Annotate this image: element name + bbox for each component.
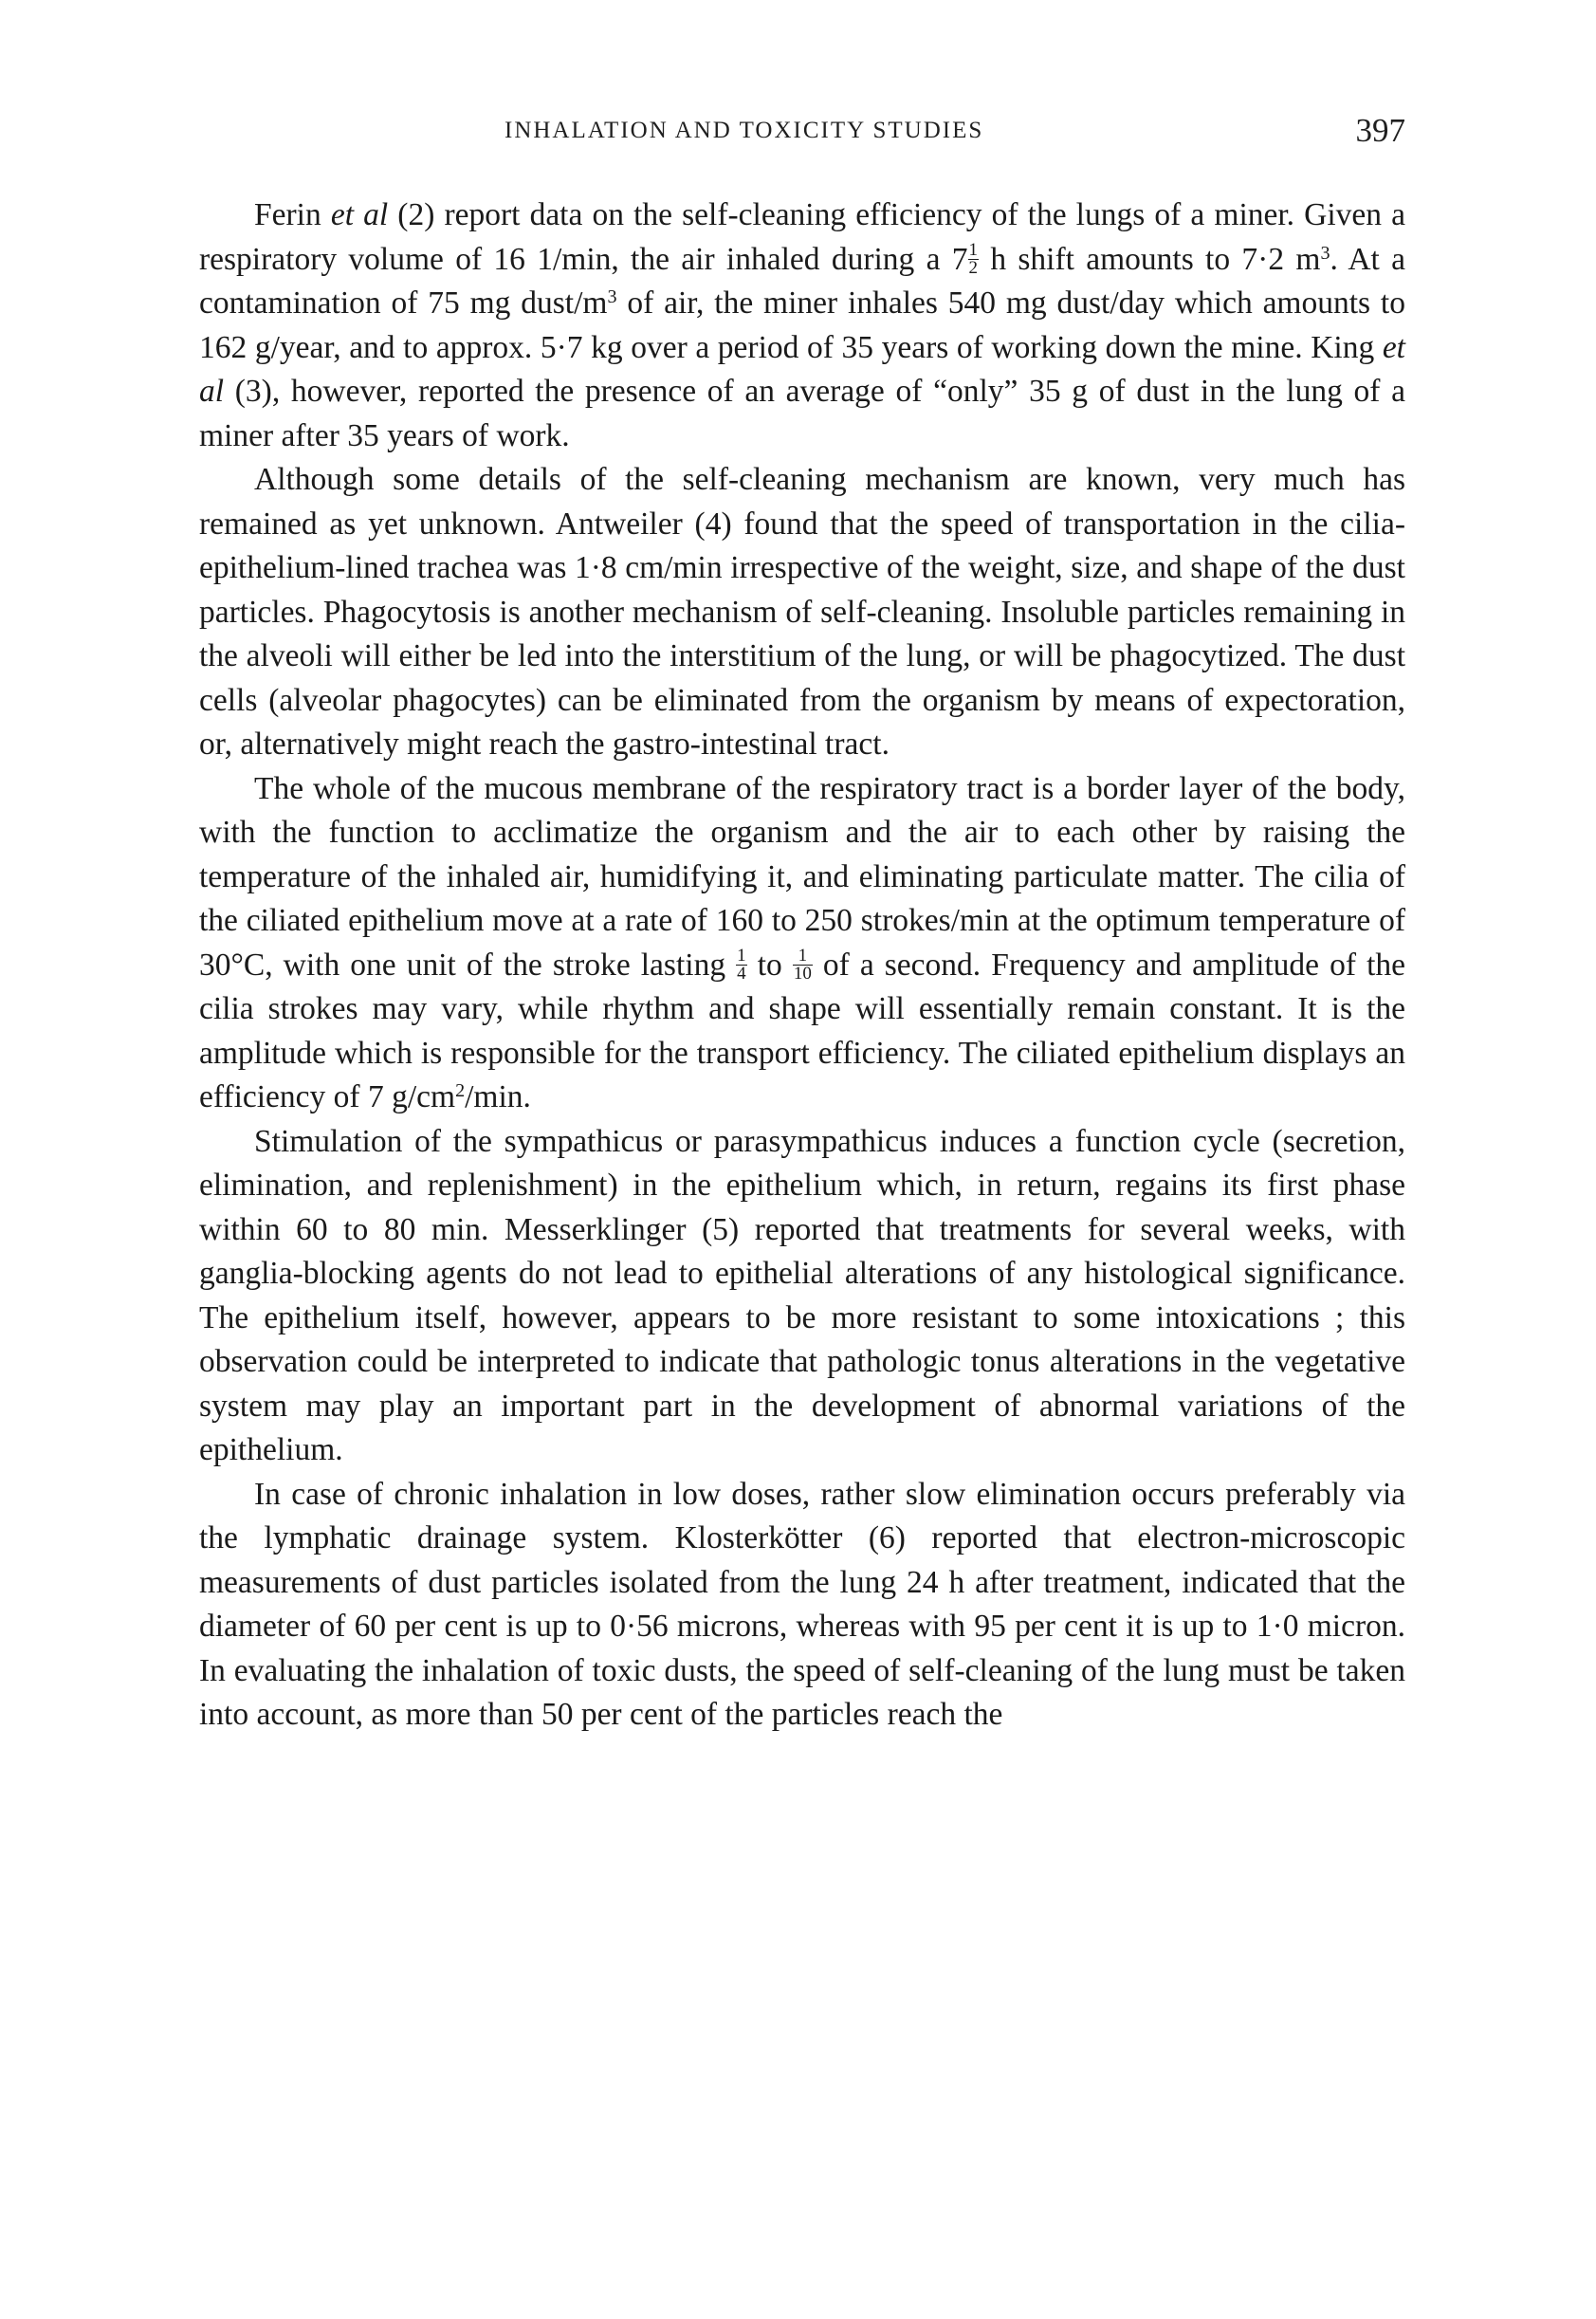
text-run: Ferin — [254, 197, 331, 232]
italic-text: et al — [330, 197, 389, 232]
fraction-numerator: 1 — [793, 948, 813, 966]
fraction — [968, 239, 980, 278]
fraction-denominator: 4 — [737, 963, 746, 984]
fraction — [793, 945, 813, 984]
superscript: 3 — [1320, 242, 1330, 264]
superscript: 3 — [607, 285, 617, 307]
fraction — [736, 945, 747, 984]
running-head — [258, 112, 1405, 150]
text-run: h shift amounts to 7·2 m — [979, 241, 1321, 277]
text-run: . At a contamination of 75 mg dust/m — [199, 241, 1405, 321]
text-run: /min. — [465, 1079, 531, 1114]
fraction-numerator: 1 — [737, 945, 746, 966]
text-run: to — [746, 947, 793, 983]
paragraph-5: In case of chronic inhalation in low doses, rather slow elimination occurs preferably via the lymphatic drainage system. Klosterkötter (6) reported that electron-microscopic measurements of dust particles isolated from the lung 24 h after treatment, indicated that the diameter of 60 per cent is up to 0·56 microns, whereas with 95 per cent it is up to 1·0 micron. In evaluating the inhalation of toxic dusts, the speed of self-cleaning of the lung must be taken into account, as more than 50 per cent of the particles reach the — [199, 1476, 1405, 1732]
text-run: of air, the miner inhales 540 mg dust/day which amounts to 162 g/year, and to approx. 5·7 kg over a period of 35 years of working down the mine. King — [199, 285, 1405, 365]
paragraph-4: Stimulation of the sympathicus or parasympathicus induces a function cycle (secretion, elimination, and replenishment) in the epithelium which, in return, regains its first phase within 60 to 80 min. Messerklinger (5) reported that treatments for several weeks, with ganglia-blocking agents do not lead to epithelial alterations of any histological significance. The epithelium itself, however, appears to be more resistant to some intoxications ; this observation could be interpreted to indicate that pathologic tonus alterations in the vegetative system may play an important part in the development of abnormal variations of the epithelium. — [199, 1123, 1405, 1467]
italic-text: et al — [199, 329, 1405, 409]
paragraph-2: Although some details of the self-cleaning mechanism are known, very much has remained as yet unknown. Antweiler (4) found that the speed of transportation in the cilia-epithelium-lined trachea was 1·8 cm/min irrespective of the weight, size, and shape of the dust particles. Phagocytosis is another mechanism of self-cleaning. Insoluble particles remaining in the alveoli will either be led into the interstitium of the lung, or will be phagocytized. The dust cells (alveolar phagocytes) can be eliminated from the organism by means of expectoration, or, alternatively might reach the gastro-intestinal tract. — [199, 462, 1405, 762]
text-run: (2) report data on the self-cleaning efficiency of the lungs of a miner. Given a respiratory volume of 16 1/min, the air inhaled during a 7 — [199, 197, 1406, 277]
paragraph-1 — [199, 193, 1405, 458]
text-run: of a second. Frequency and amplitude of the cilia strokes may vary, while rhythm and shape will essentially remain constant. It is the amplitude which is responsible for the transport efficiency. The ciliated epithelium displays an efficiency of 7 g/cm — [199, 947, 1405, 1114]
superscript: 2 — [455, 1079, 466, 1101]
fraction-denominator: 10 — [793, 963, 812, 984]
fraction-denominator: 2 — [968, 257, 979, 278]
running-title: INHALATION AND TOXICITY STUDIES — [504, 118, 984, 143]
body-text — [199, 193, 1405, 1738]
text-run: (3), however, reported the presence of an average of “only” 35 g of dust in the lung of a miner after 35 years of work. — [199, 374, 1405, 453]
paragraph-3 — [199, 767, 1405, 1120]
page-number: 397 — [1355, 112, 1405, 149]
text-run: The whole of the mucous membrane of the respiratory tract is a border layer of the body, with the function to acclimatize the organism and the air to each other by raising the temperature of the inhaled air, humidifying it, and eliminating particulate matter. The cilia of the ciliated epithelium move at a rate of 160 to 250 strokes/min at the optimum temperature of 30°C, with one unit of the stroke lasting — [199, 770, 1405, 983]
fraction-numerator: 1 — [968, 239, 979, 260]
